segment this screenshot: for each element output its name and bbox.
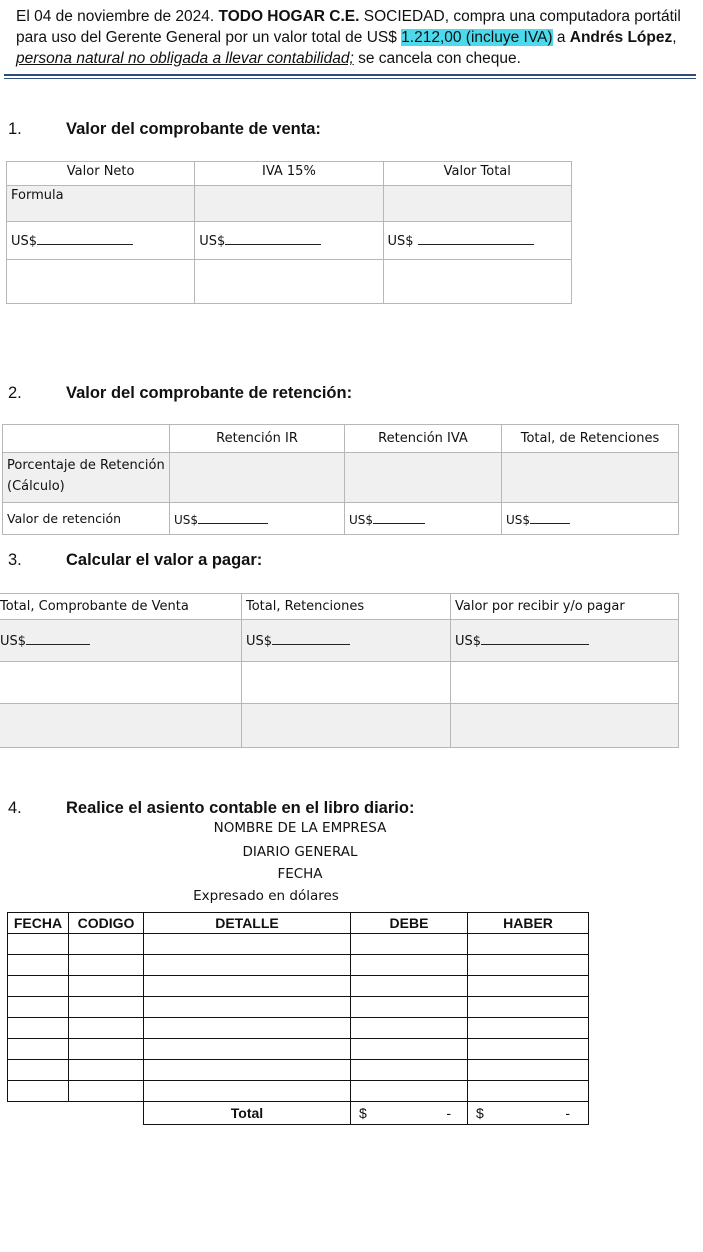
divider-line [4, 74, 696, 76]
section2-heading [8, 384, 352, 403]
section-number: 3. [8, 551, 22, 569]
cell-codigo[interactable] [69, 997, 144, 1018]
cell-codigo[interactable] [69, 1081, 144, 1102]
formula-iva-cell[interactable] [195, 186, 383, 222]
retention-voucher-table [2, 424, 679, 535]
section-number: 2. [8, 384, 22, 402]
highlighted-amount: 1.212,00 (incluye IVA) [401, 29, 553, 46]
cell-codigo[interactable] [69, 976, 144, 997]
total-venta-value[interactable] [0, 620, 242, 662]
neto-value-cell[interactable] [7, 222, 195, 260]
header-detalle: DETALLE [144, 913, 351, 934]
retention-ir-value[interactable] [170, 503, 345, 535]
empty-cell[interactable] [0, 662, 242, 704]
payment-table [0, 593, 679, 748]
cell-haber[interactable] [468, 955, 589, 976]
company-name-placeholder: NOMBRE DE LA EMPRESA [213, 820, 387, 836]
blank-line [225, 232, 321, 245]
header-total-retenciones: Total, de Retenciones [502, 425, 679, 453]
cell-haber[interactable] [468, 934, 589, 955]
section-title: Valor del comprobante de venta: [66, 120, 321, 138]
cell-detalle[interactable] [144, 1060, 351, 1081]
total-debe[interactable] [351, 1102, 468, 1125]
currency-label: US$ [11, 234, 38, 249]
section-title: Calcular el valor a pagar: [66, 551, 263, 569]
retention-value-label: Valor de retención [3, 503, 170, 535]
percentage-iva-cell[interactable] [345, 453, 502, 503]
retention-iva-value[interactable] [345, 503, 502, 535]
header-fecha: FECHA [8, 913, 69, 934]
header-valor-neto: Valor Neto [7, 162, 195, 186]
journal-row [8, 976, 589, 997]
divider-line-thin [4, 78, 696, 79]
cell-detalle[interactable] [144, 955, 351, 976]
header-codigo: CODIGO [69, 913, 144, 934]
cell-fecha[interactable] [8, 1039, 69, 1060]
total-label: Total [144, 1102, 351, 1125]
formula-label: Formula [7, 186, 195, 222]
intro-text: SOCIEDAD, compra una computadora portátil para uso del Gerente General por un valor total de US$ [16, 8, 681, 46]
blank-line [26, 632, 90, 645]
cell-detalle[interactable] [144, 1039, 351, 1060]
cell-detalle[interactable] [144, 1018, 351, 1039]
journal-table [7, 912, 589, 1125]
dash: - [446, 1105, 451, 1121]
cell-detalle[interactable] [144, 976, 351, 997]
cell-haber[interactable] [468, 997, 589, 1018]
percentage-total-cell[interactable] [502, 453, 679, 503]
total-value-cell[interactable] [383, 222, 571, 260]
cell-codigo[interactable] [69, 955, 144, 976]
blank-line [37, 232, 133, 245]
header-retencion-iva: Retención IVA [345, 425, 502, 453]
currency-label: US$ [199, 234, 226, 249]
header-iva: IVA 15% [195, 162, 383, 186]
blank-line [272, 632, 350, 645]
cell-fecha[interactable] [8, 1018, 69, 1039]
cell-fecha[interactable] [8, 1081, 69, 1102]
header-retencion-ir: Retención IR [170, 425, 345, 453]
currency-label: US$ [455, 634, 482, 649]
intro-date: El 04 de noviembre de 2024. [16, 8, 219, 25]
retention-total-value[interactable] [502, 503, 679, 535]
blank-line [481, 632, 589, 645]
cell-debe[interactable] [351, 1039, 468, 1060]
blank-line [418, 232, 534, 245]
currency-label: US$ [387, 234, 414, 249]
intro-text-connector: a [552, 29, 570, 46]
cell-detalle[interactable] [144, 934, 351, 955]
cell-fecha[interactable] [8, 934, 69, 955]
header-total-retenciones: Total, Retenciones [242, 594, 451, 620]
currency-label: US$ [246, 634, 273, 649]
cell-detalle[interactable] [144, 1081, 351, 1102]
empty-cell[interactable] [7, 260, 195, 304]
section1-heading [8, 120, 321, 139]
journal-row [8, 997, 589, 1018]
percentage-ir-cell[interactable] [170, 453, 345, 503]
valor-pagar-value[interactable] [451, 620, 679, 662]
cell-codigo[interactable] [69, 1018, 144, 1039]
intro-comma: , [672, 29, 677, 46]
buyer-name: Andrés López [569, 29, 673, 46]
journal-row [8, 1039, 589, 1060]
total-retenciones-value[interactable] [242, 620, 451, 662]
buyer-type: persona natural no obligada a llevar contabilidad; [16, 50, 354, 67]
header-debe: DEBE [351, 913, 468, 934]
cell-codigo[interactable] [69, 1039, 144, 1060]
company-name: TODO HOGAR C.E. [218, 8, 360, 25]
cell-fecha[interactable] [8, 955, 69, 976]
iva-value-cell[interactable] [195, 222, 383, 260]
currency-note: Expresado en dólares [193, 888, 339, 904]
cell-codigo[interactable] [69, 1060, 144, 1081]
section4-heading [8, 799, 414, 818]
cell-debe[interactable] [351, 934, 468, 955]
blank-line [530, 511, 570, 524]
cell-haber[interactable] [468, 1081, 589, 1102]
section-number: 4. [8, 799, 22, 817]
cell-debe[interactable] [351, 997, 468, 1018]
cell-detalle[interactable] [144, 997, 351, 1018]
journal-row [8, 1060, 589, 1081]
section-title: Valor del comprobante de retención: [66, 384, 353, 402]
empty-cell[interactable] [451, 704, 679, 748]
intro-payment: se cancela con cheque. [353, 50, 521, 67]
currency-symbol: $ [359, 1105, 367, 1121]
header-valor-pagar: Valor por recibir y/o pagar [451, 594, 679, 620]
empty-cell[interactable] [242, 662, 451, 704]
empty-cell[interactable] [451, 662, 679, 704]
blank-line [373, 511, 425, 524]
sale-voucher-table [6, 161, 572, 304]
currency-symbol: $ [476, 1105, 484, 1121]
currency-label: US$ [174, 512, 199, 527]
formula-total-cell[interactable] [383, 186, 571, 222]
cell-debe[interactable] [351, 955, 468, 976]
currency-label: US$ [349, 512, 374, 527]
cell-debe[interactable] [351, 1081, 468, 1102]
section-number: 1. [8, 120, 22, 138]
section-title: Realice el asiento contable en el libro diario: [66, 799, 415, 817]
percentage-label: Porcentaje de Retención (Cálculo) [3, 453, 170, 503]
date-label: FECHA [277, 866, 323, 882]
empty-cell[interactable] [242, 704, 451, 748]
journal-row [8, 1018, 589, 1039]
header-valor-total: Valor Total [383, 162, 571, 186]
dash: - [565, 1105, 570, 1121]
journal-row [8, 955, 589, 976]
empty-cell [69, 1102, 144, 1125]
header-empty [3, 425, 170, 453]
cell-haber[interactable] [468, 1060, 589, 1081]
empty-cell[interactable] [195, 260, 383, 304]
cell-debe[interactable] [351, 1060, 468, 1081]
cell-haber[interactable] [468, 1018, 589, 1039]
journal-title: DIARIO GENERAL [242, 844, 358, 860]
cell-haber[interactable] [468, 1039, 589, 1060]
cell-fecha[interactable] [8, 997, 69, 1018]
empty-cell [8, 1102, 69, 1125]
currency-label: US$ [506, 512, 531, 527]
header-haber: HABER [468, 913, 589, 934]
section3-heading [8, 551, 262, 570]
cell-debe[interactable] [351, 976, 468, 997]
journal-total-row [8, 1102, 589, 1125]
empty-cell[interactable] [0, 704, 242, 748]
journal-row [8, 1081, 589, 1102]
cell-debe[interactable] [351, 1018, 468, 1039]
cell-fecha[interactable] [8, 1060, 69, 1081]
currency-label: US$ [0, 634, 27, 649]
cell-haber[interactable] [468, 976, 589, 997]
blank-line [198, 511, 268, 524]
empty-cell[interactable] [383, 260, 571, 304]
header-total-venta: Total, Comprobante de Venta [0, 594, 242, 620]
journal-row [8, 934, 589, 955]
cell-codigo[interactable] [69, 934, 144, 955]
total-haber[interactable] [468, 1102, 589, 1125]
cell-fecha[interactable] [8, 976, 69, 997]
problem-statement [16, 6, 696, 69]
